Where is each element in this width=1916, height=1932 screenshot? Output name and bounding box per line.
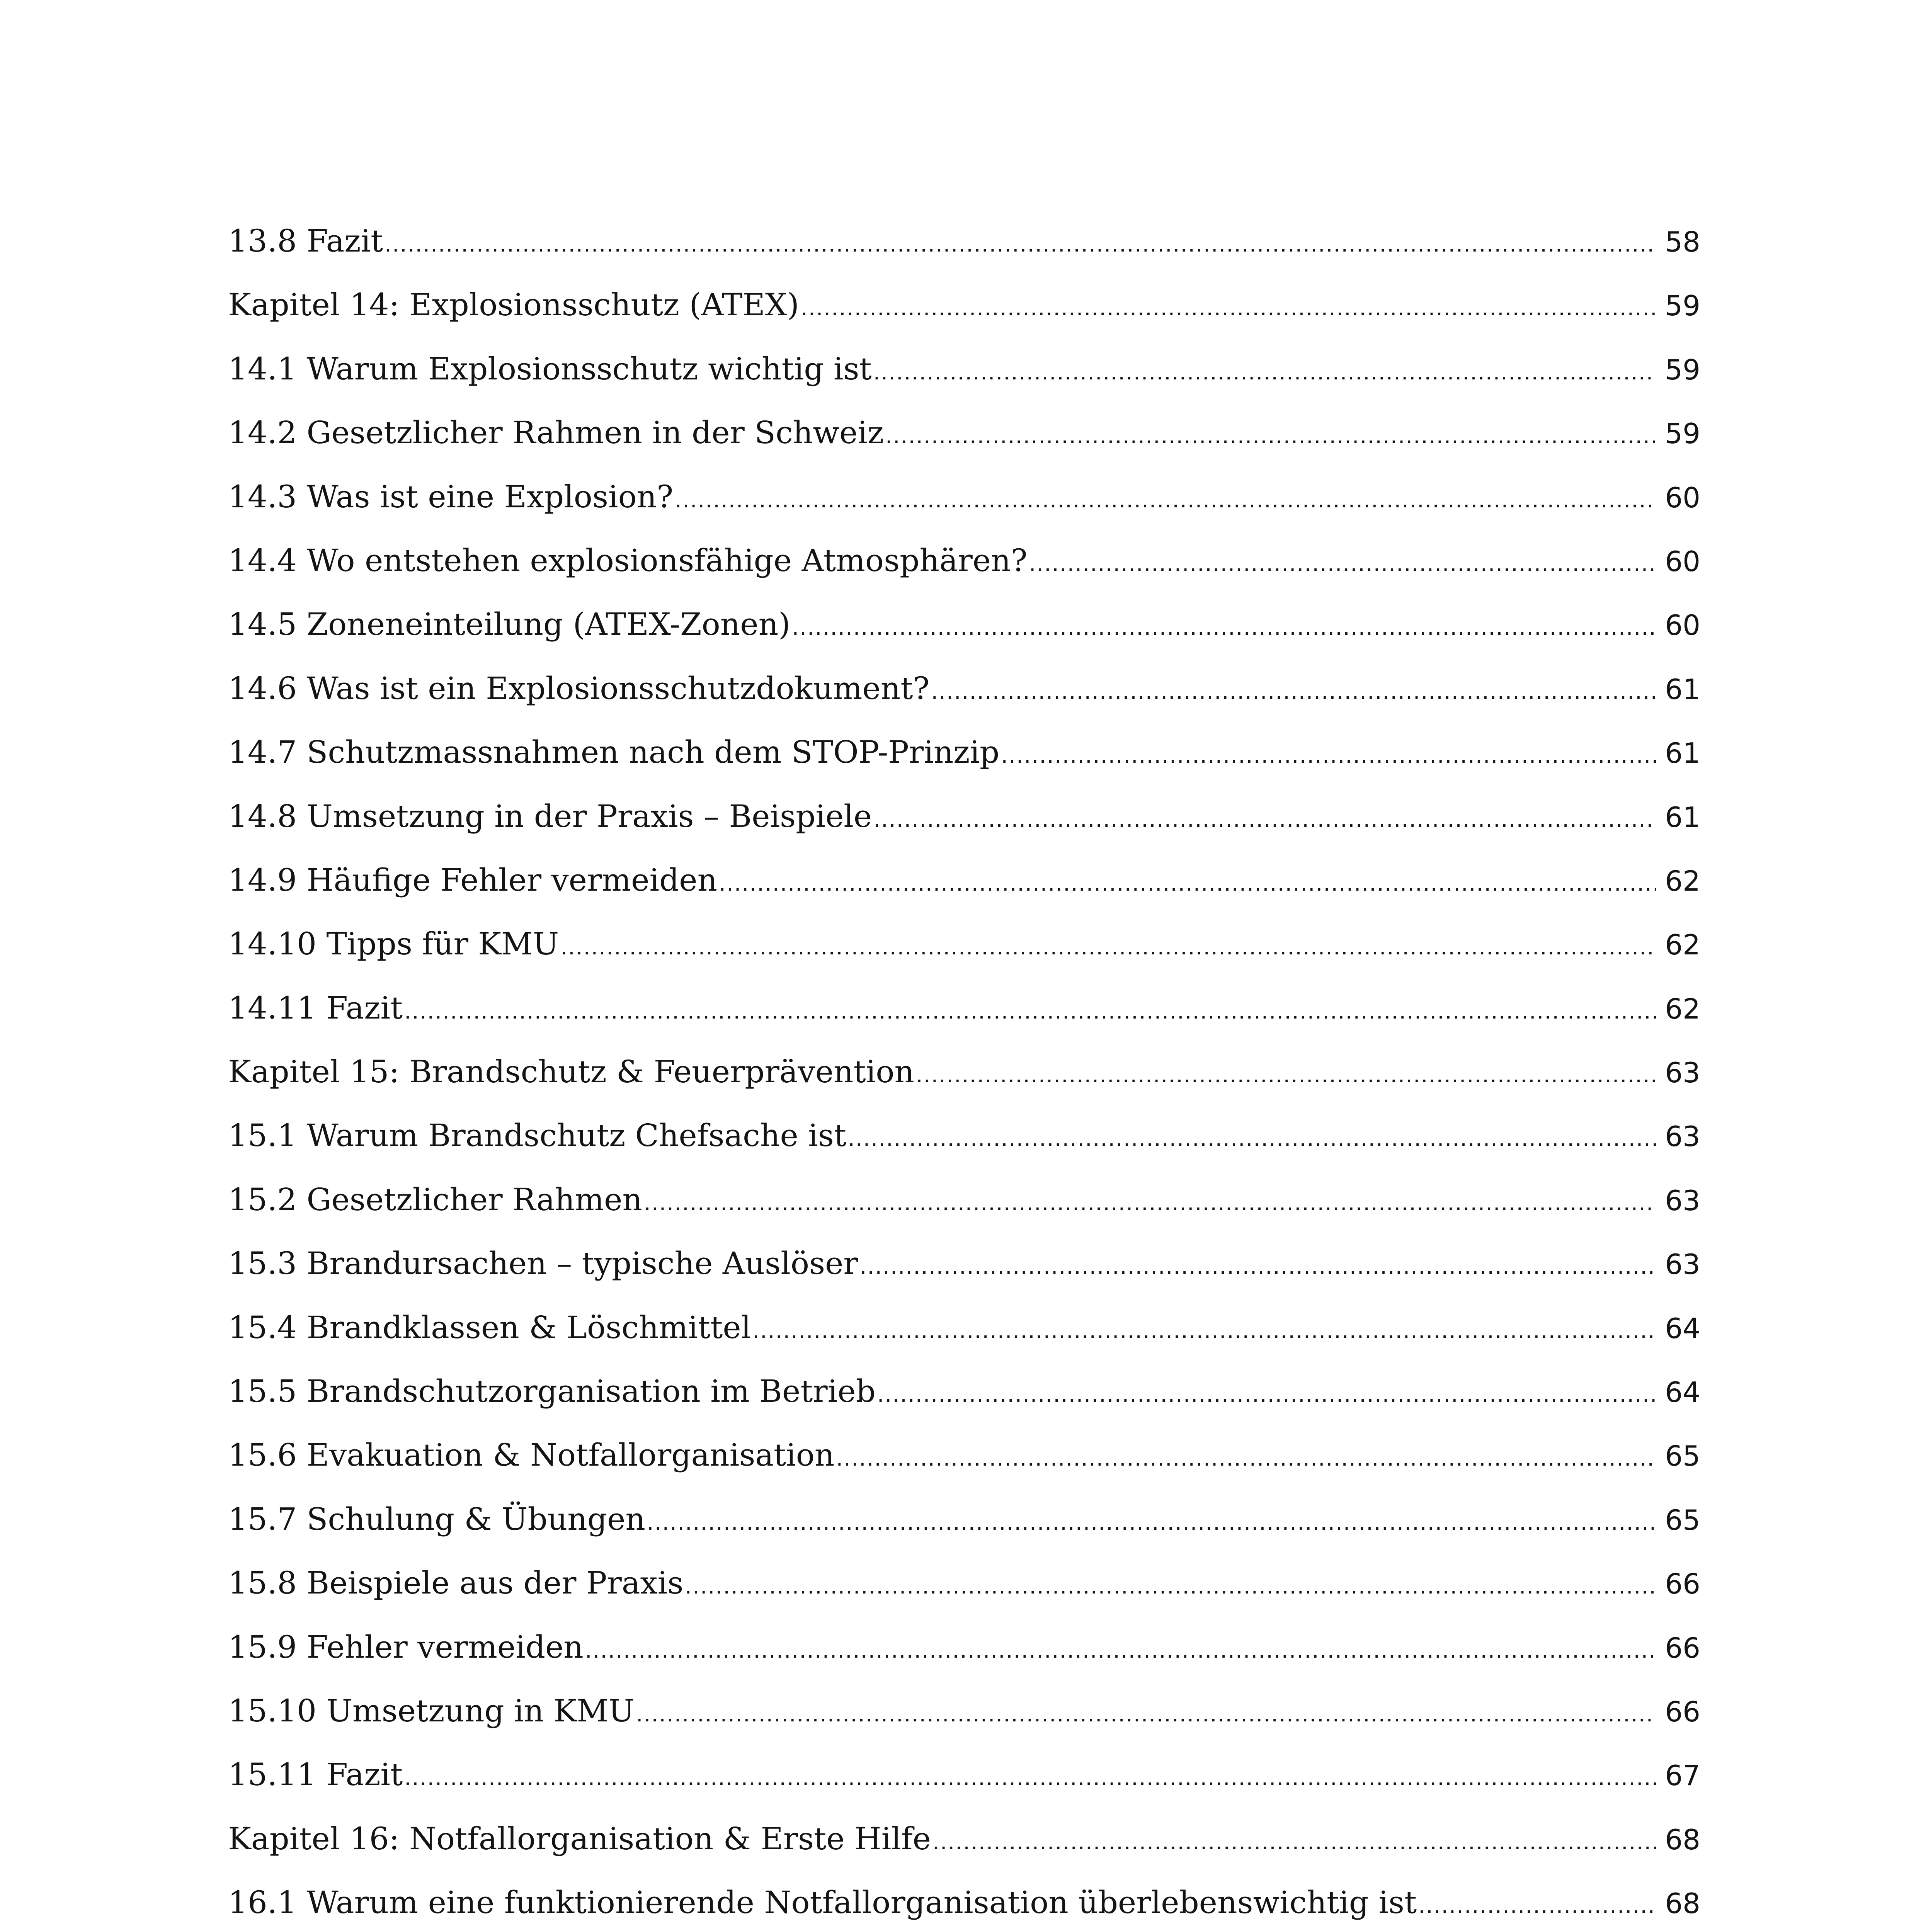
toc-entry-page: 64 xyxy=(1665,1312,1700,1345)
toc-entry[interactable] xyxy=(228,351,1700,415)
toc-entry[interactable] xyxy=(228,1437,1700,1501)
toc-entry-title: 14.8 Umsetzung in der Praxis – Beispiele xyxy=(228,798,872,834)
toc-dot-leader xyxy=(636,1702,1656,1727)
toc-dot-leader xyxy=(801,296,1656,321)
toc-dot-leader xyxy=(885,423,1656,449)
toc-entry-page: 61 xyxy=(1665,801,1700,833)
toc-entry-title: 14.11 Fazit xyxy=(228,990,403,1026)
toc-entry-title: Kapitel 15: Brandschutz & Feuerprävention xyxy=(228,1054,914,1090)
toc-entry-page: 63 xyxy=(1665,1184,1700,1217)
toc-dot-leader xyxy=(404,1765,1656,1791)
toc-entry-title: 15.5 Brandschutzorganisation im Betrieb xyxy=(228,1373,876,1410)
toc-entry[interactable] xyxy=(228,926,1700,990)
toc-entry[interactable] xyxy=(228,1117,1700,1181)
toc-entry-page: 65 xyxy=(1665,1503,1700,1536)
toc-entry-page: 62 xyxy=(1665,992,1700,1025)
toc-dot-leader xyxy=(685,1574,1656,1599)
toc-entry-title: 14.10 Tipps für KMU xyxy=(228,926,559,962)
toc-entry-page: 66 xyxy=(1665,1631,1700,1664)
toc-entry-page: 60 xyxy=(1665,609,1700,642)
toc-entry-page: 61 xyxy=(1665,737,1700,770)
toc-entry-title: 15.1 Warum Brandschutz Chefsache ist xyxy=(228,1117,846,1154)
toc-entry-page: 63 xyxy=(1665,1120,1700,1153)
toc-entry[interactable] xyxy=(228,798,1700,862)
toc-dot-leader xyxy=(848,1126,1656,1151)
toc-dot-leader xyxy=(1001,743,1656,768)
toc-dot-leader xyxy=(1418,1893,1656,1918)
toc-entry[interactable] xyxy=(228,479,1700,543)
toc-entry-title: 15.11 Fazit xyxy=(228,1757,403,1793)
toc-entry-page: 58 xyxy=(1665,226,1700,258)
toc-dot-leader xyxy=(675,488,1656,513)
toc-entry-page: 59 xyxy=(1665,353,1700,386)
toc-entry[interactable] xyxy=(228,543,1700,606)
toc-entry-title: 16.1 Warum eine funktionierende Notfallorganisation überlebenswichtig ist xyxy=(228,1884,1417,1921)
toc-entry-title: 14.5 Zoneneinteilung (ATEX-Zonen) xyxy=(228,606,791,643)
toc-entry-title: 14.7 Schutzmassnahmen nach dem STOP-Prinzip xyxy=(228,734,1000,770)
toc-dot-leader xyxy=(932,1830,1656,1855)
toc-entry-page: 62 xyxy=(1665,864,1700,897)
table-of-contents xyxy=(228,223,1700,1932)
toc-dot-leader xyxy=(404,999,1656,1024)
toc-dot-leader xyxy=(916,1063,1656,1088)
toc-entry[interactable] xyxy=(228,862,1700,926)
toc-entry-page: 62 xyxy=(1665,929,1700,961)
toc-entry-page: 68 xyxy=(1665,1823,1700,1856)
toc-dot-leader xyxy=(585,1638,1656,1663)
toc-entry-title: 14.1 Warum Explosionsschutz wichtig ist xyxy=(228,350,872,387)
toc-entry[interactable] xyxy=(228,1821,1700,1884)
toc-dot-leader xyxy=(385,232,1656,257)
toc-entry-title: Kapitel 16: Notfallorganisation & Erste Hilfe xyxy=(228,1820,931,1857)
toc-dot-leader xyxy=(792,615,1656,640)
toc-entry-title: 15.3 Brandursachen – typische Auslöser xyxy=(228,1245,858,1282)
toc-entry-title: 15.7 Schulung & Übungen xyxy=(228,1501,645,1537)
toc-entry-title: 15.8 Beispiele aus der Praxis xyxy=(228,1565,684,1601)
toc-entry[interactable] xyxy=(228,606,1700,670)
toc-entry-title: 14.3 Was ist eine Explosion? xyxy=(228,478,674,515)
toc-entry-page: 66 xyxy=(1665,1568,1700,1600)
toc-entry[interactable] xyxy=(228,1693,1700,1757)
toc-dot-leader xyxy=(836,1446,1656,1471)
toc-dot-leader xyxy=(560,935,1656,960)
toc-entry-page: 59 xyxy=(1665,417,1700,450)
toc-entry-title: Kapitel 14: Explosionsschutz (ATEX) xyxy=(228,287,799,323)
toc-entry-page: 61 xyxy=(1665,673,1700,706)
toc-dot-leader xyxy=(860,1254,1656,1279)
toc-entry-page: 63 xyxy=(1665,1056,1700,1089)
toc-entry-page: 60 xyxy=(1665,481,1700,514)
toc-dot-leader xyxy=(1029,551,1656,577)
toc-entry-title: 15.2 Gesetzlicher Rahmen xyxy=(228,1181,643,1218)
toc-entry-page: 63 xyxy=(1665,1248,1700,1281)
toc-entry[interactable] xyxy=(228,1501,1700,1565)
toc-entry[interactable] xyxy=(228,1565,1700,1629)
toc-entry-title: 14.2 Gesetzlicher Rahmen in der Schweiz xyxy=(228,415,884,451)
toc-entry-title: 15.4 Brandklassen & Löschmittel xyxy=(228,1309,751,1345)
toc-entry-title: 15.6 Evakuation & Notfallorganisation xyxy=(228,1437,835,1473)
toc-entry-title: 14.4 Wo entstehen explosionsfähige Atmosphären? xyxy=(228,542,1028,578)
toc-entry-page: 65 xyxy=(1665,1440,1700,1473)
toc-entry[interactable] xyxy=(228,223,1700,287)
toc-dot-leader xyxy=(752,1318,1656,1344)
toc-entry-page: 60 xyxy=(1665,545,1700,578)
toc-entry-page: 68 xyxy=(1665,1887,1700,1920)
toc-entry[interactable] xyxy=(228,1054,1700,1117)
toc-dot-leader xyxy=(719,871,1656,896)
toc-dot-leader xyxy=(873,360,1656,385)
toc-entry-title: 14.6 Was ist ein Explosionsschutzdokument? xyxy=(228,670,930,706)
toc-entry[interactable] xyxy=(228,1757,1700,1820)
toc-entry[interactable] xyxy=(228,1245,1700,1309)
toc-entry[interactable] xyxy=(228,734,1700,798)
toc-entry-title: 13.8 Fazit xyxy=(228,223,383,259)
toc-entry-title: 15.10 Umsetzung in KMU xyxy=(228,1692,635,1729)
toc-entry-page: 59 xyxy=(1665,289,1700,322)
toc-entry-page: 64 xyxy=(1665,1376,1700,1409)
toc-entry[interactable] xyxy=(228,1884,1700,1932)
toc-entry[interactable] xyxy=(228,670,1700,734)
toc-entry[interactable] xyxy=(228,415,1700,478)
toc-entry[interactable] xyxy=(228,1629,1700,1693)
toc-entry-page: 66 xyxy=(1665,1695,1700,1728)
toc-entry-page: 67 xyxy=(1665,1759,1700,1792)
toc-entry[interactable] xyxy=(228,1182,1700,1245)
toc-dot-leader xyxy=(931,679,1656,704)
toc-entry-title: 15.9 Fehler vermeiden xyxy=(228,1629,584,1665)
toc-entry[interactable] xyxy=(228,1310,1700,1373)
toc-dot-leader xyxy=(647,1510,1656,1535)
toc-dot-leader xyxy=(873,807,1656,832)
toc-entry[interactable] xyxy=(228,990,1700,1054)
toc-dot-leader xyxy=(644,1190,1656,1216)
toc-dot-leader xyxy=(877,1382,1656,1407)
toc-entry[interactable] xyxy=(228,1373,1700,1437)
toc-entry[interactable] xyxy=(228,287,1700,350)
toc-entry-title: 14.9 Häufige Fehler vermeiden xyxy=(228,862,718,898)
